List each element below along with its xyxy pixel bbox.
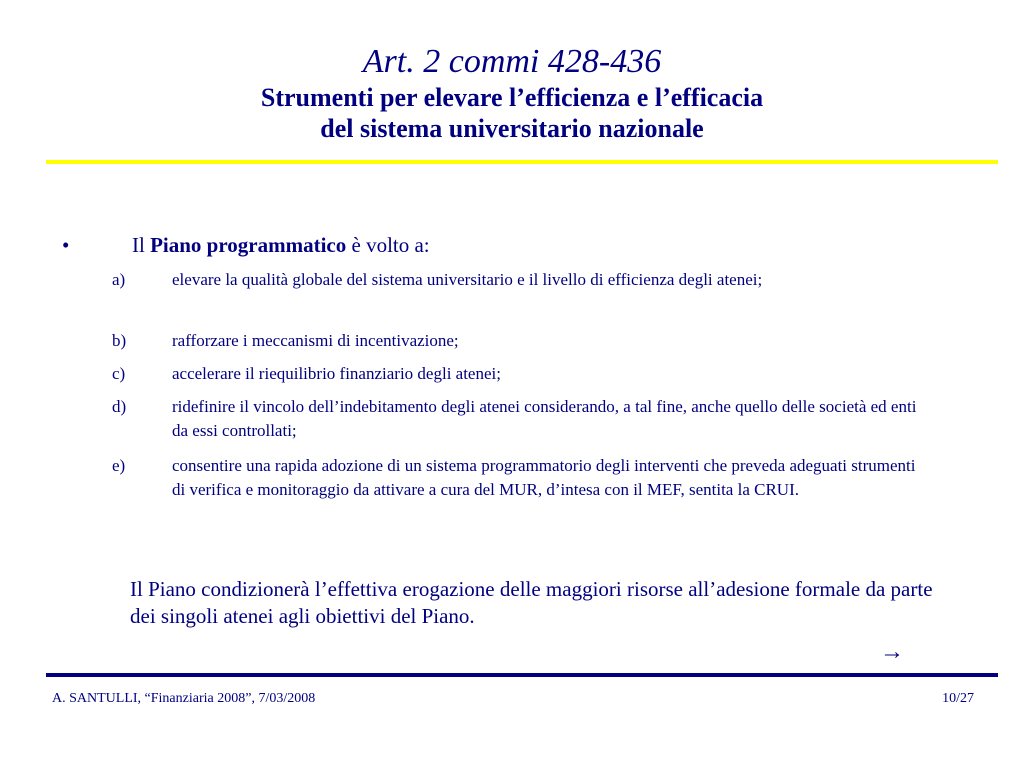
next-arrow-icon[interactable]: → (880, 639, 904, 665)
list-item-label: c) (112, 364, 126, 383)
footer-divider (46, 673, 998, 677)
list-item-text: elevare la qualità globale del sistema universitario e il livello di efficienza degli atenei; (172, 270, 763, 289)
slide-title-block (0, 42, 1024, 144)
footer-author-date: A. SANTULLI, “Finanziaria 2008”, 7/03/2008 (52, 691, 316, 706)
title-divider (46, 160, 998, 164)
page-number: 10/27 (942, 691, 974, 706)
slide-subtitle-line-1: Strumenti per elevare l’efficienza e l’efficacia (260, 83, 764, 112)
bullet-intro-text (132, 232, 430, 258)
bullet-bold-term: Piano programmatico (150, 233, 347, 257)
list-item-text: ridefinire il vincolo dell’indebitamento degli atenei considerando, a tal fine, anche quello delle società ed enti da essi controllati; (172, 397, 917, 440)
closing-paragraph: Il Piano condizionerà l’effettiva erogazione delle maggiori risorse all’adesione formale da parte dei singoli atenei agli obiettivi del Piano. (130, 577, 933, 628)
slide-title: Art. 2 commi 428-436 (362, 43, 662, 80)
list-item-label: b) (112, 331, 127, 350)
bullet-prefix: Il (132, 233, 151, 257)
list-item-label: a) (112, 270, 126, 289)
slide-subtitle-line-2: del sistema universitario nazionale (320, 114, 704, 143)
list-item-label: e) (112, 456, 126, 475)
list-item-text: consentire una rapida adozione di un sistema programmatorio degli interventi che preveda adeguati strumenti di verifica e monitoraggio da attivare a cura del MUR, d’intesa con il MEF, sentita la CRUI. (172, 456, 916, 499)
bullet-icon: • (62, 233, 70, 257)
list-item-label: d) (112, 397, 127, 416)
list-item-text: accelerare il riequilibrio finanziario degli atenei; (172, 364, 501, 383)
bullet-suffix: è volto a: (346, 233, 430, 257)
list-item-text: rafforzare i meccanismi di incentivazione; (172, 331, 459, 350)
